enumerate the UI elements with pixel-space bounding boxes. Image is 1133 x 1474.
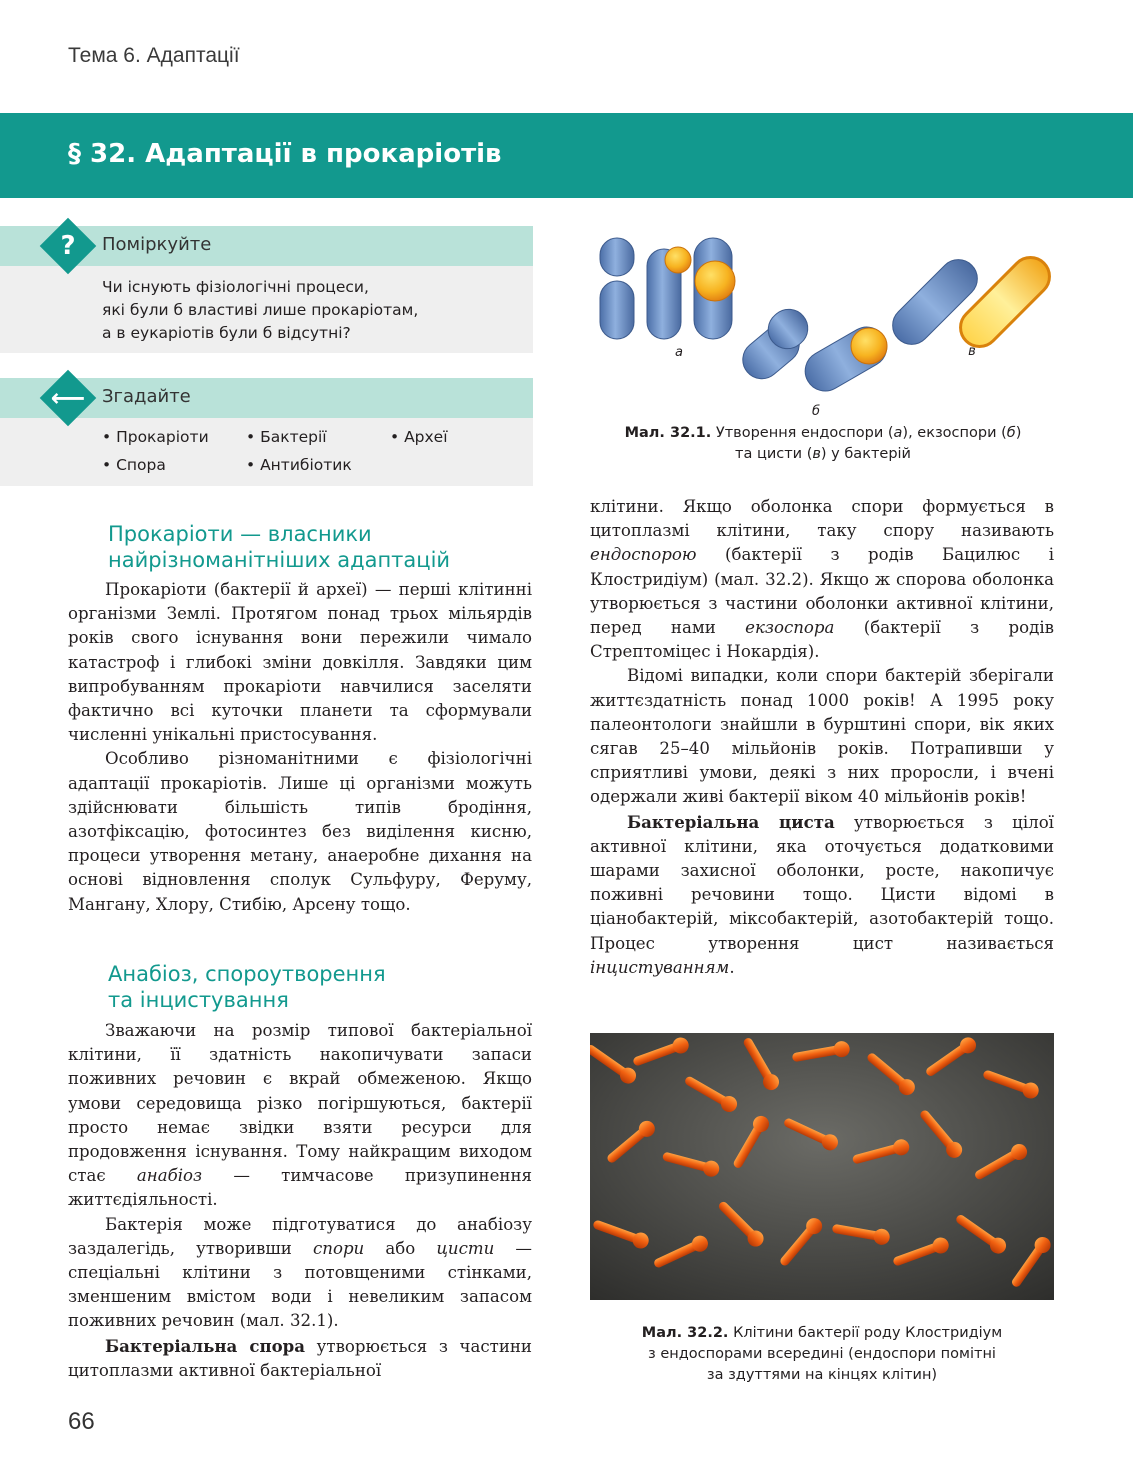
caption-text: в (812, 446, 821, 462)
figure-clostridium-photo (590, 1033, 1054, 1300)
paragraph: Відомі випадки, коли спори бактерій зберігали життєздатність понад 1000 років! А 1995 року палеонтологи знайшли в бурштині спори, вік яких сягав 25–40 мільйонів років. Потрапивши у сприятливі умови, деякі з них проросли, і вчені одержали живі бактерії віком 40 мільйонів років! (590, 666, 1054, 807)
recall-box-title: Згадайте (102, 386, 191, 407)
term-spores: спори (312, 1238, 365, 1258)
recall-term: • Спора (102, 456, 166, 474)
paragraph (68, 1019, 532, 1213)
text-run: — спеціальні клітини з потовщеними стінками, зменшеним вмістом води і невеликим запасом поживних речовин (мал. 32.1). (68, 1238, 532, 1331)
section1-text (68, 578, 532, 917)
caption-text: ) у бактерій (820, 446, 911, 462)
section-heading-anabiosis (108, 961, 386, 1013)
think-box (0, 226, 533, 353)
recall-term: • Прокаріоти (102, 428, 209, 446)
arrow-left-icon: ⟵ (50, 384, 86, 412)
cyst-cells (885, 250, 1056, 355)
topic-header: Тема 6. Адаптації (68, 44, 240, 67)
caption-label: Мал. 32.2. (641, 1325, 729, 1341)
caption-text: б (1006, 425, 1016, 441)
text-run: — тимчасове призупинення життєдіяльності. (68, 1166, 532, 1210)
think-box-header (0, 226, 533, 266)
figure-spore-formation-illustration (590, 225, 1056, 425)
text-run: (бактерії з родів Бацилюс і Клостридіум) (мал. 32.2). Якщо ж спорова оболонка утворюється з частини оболонки активної клітини, перед нами (590, 545, 1054, 638)
recall-term: • Археї (390, 428, 448, 446)
think-line: які були б властиві лише прокаріотам, (102, 301, 419, 319)
paragraph: Особливо різноманітними є фізіологічні адаптації прокаріотів. Лише ці організми можуть здійснювати більшість типів бродіння, азотфіксацію, фотосинтез без виділення кисню, процеси утворення метану, анаеробне дихання на основі відновлення сполук Сульфуру, Феруму, Мангану, Хлору, Стибію, Арсену тощо. (68, 749, 532, 914)
figure-label-a: а (675, 345, 683, 360)
question-icon: ? (60, 231, 76, 261)
term-anabiosis: анабіоз (136, 1166, 203, 1186)
text-run: клітини. Якщо оболонка спори формується в цитоплазмі клітини, таку спору називають (590, 497, 1054, 541)
caption-line (590, 444, 1056, 465)
term-endospore: ендоспорою (590, 545, 697, 565)
caption-label: Мал. 32.1. (624, 425, 712, 441)
figure-caption-32-2 (590, 1323, 1054, 1386)
caption-line (590, 1323, 1054, 1344)
paragraph (590, 810, 1054, 980)
think-line: Чи існують фізіологічні процеси, (102, 278, 369, 296)
recall-box-header (0, 378, 533, 418)
caption-text: а (893, 425, 903, 441)
caption-text: ) (1015, 425, 1022, 441)
paragraph: Прокаріоти (бактерії й археї) — перші клітинні організми Землі. Протягом понад трьох мільярдів років свого існування вони пережили чимало катастроф і глибокі зміни довкілля. Завдяки цим випробуванням прокаріоти навчилися заселяти фактично всі куточки планети та сформували численні унікальні пристосування. (68, 580, 532, 745)
text-run: . (729, 957, 735, 977)
text-run: або (385, 1238, 416, 1258)
figure-caption-32-1 (590, 423, 1056, 465)
figure-label-c: в (968, 344, 976, 359)
caption-text: ), екзоспори ( (902, 425, 1007, 441)
think-box-title: Поміркуйте (102, 234, 212, 255)
text-run: Бактерія може підготуватися до анабіозу заздалегідь, утворивши (68, 1214, 532, 1258)
figure-label-b: б (811, 404, 821, 419)
caption-line: за здуттями на кінцях клітин) (706, 1367, 938, 1383)
recall-term: • Антибіотик (246, 456, 352, 474)
text-run: утворюється з цілої активної клітини, яка оточується додатковими шарами захисної оболонки, росте, накопичує поживні речовини тощо. Цисти відомі в ціанобактерій, міксобактерій, азотобактерій тощо. Процес утворення цист називається (590, 812, 1054, 953)
caption-text: та цисти ( (735, 446, 813, 462)
term-cysts: цисти (436, 1238, 495, 1258)
page-number: 66 (68, 1408, 95, 1435)
think-question (102, 276, 522, 345)
term-encystation: інцистуванням (590, 957, 730, 977)
recall-box (0, 378, 533, 486)
term-bacterial-spore: Бактеріальна спора (105, 1335, 306, 1356)
caption-line: з ендоспорами всередині (ендоспори помітні (648, 1346, 996, 1362)
right-column-text (590, 495, 1054, 980)
term-exospore: екзоспора (745, 618, 835, 638)
section-banner (0, 113, 1133, 198)
caption-text: Утворення ендоспори ( (715, 425, 894, 441)
heading-line: Анабіоз, спороутворення (108, 962, 386, 986)
paragraph (590, 495, 1054, 664)
endospore-cells (600, 238, 735, 339)
think-line: а в еукаріотів були б відсутні? (102, 324, 351, 342)
caption-line (590, 423, 1056, 444)
recall-term: • Бактерії (246, 428, 327, 446)
text-run: утворюється з частини цитоплазми активної бактеріальної (68, 1336, 532, 1380)
term-bacterial-cyst: Бактеріальна циста (627, 811, 835, 832)
exospore-cells (735, 302, 894, 399)
heading-line: найрізноманітніших адаптацій (108, 548, 451, 572)
page-title: § 32. Адаптації в прокаріотів (68, 139, 502, 169)
section2-text (68, 1019, 532, 1383)
caption-text: Клітини бактерії роду Клостридіум (733, 1325, 1003, 1341)
heading-line: Прокаріоти — власники (108, 522, 372, 546)
heading-line: та інцистування (108, 988, 289, 1012)
section-heading-prokaryotes (108, 521, 450, 573)
paragraph (68, 1334, 532, 1383)
paragraph (68, 1213, 532, 1334)
text-run: Зважаючи на розмір типової бактеріальної клітини, її здатність накопичувати запаси поживних речовин є вкрай обмеженою. Якщо умови середовища різко погіршуються, бактерії просто немає звідки взяти ресурси для продовження існування. Тому найкращим виходом стає (68, 1021, 532, 1186)
text-run: (бактерії з родів Стрептоміцес і Нокардія). (590, 618, 1054, 662)
